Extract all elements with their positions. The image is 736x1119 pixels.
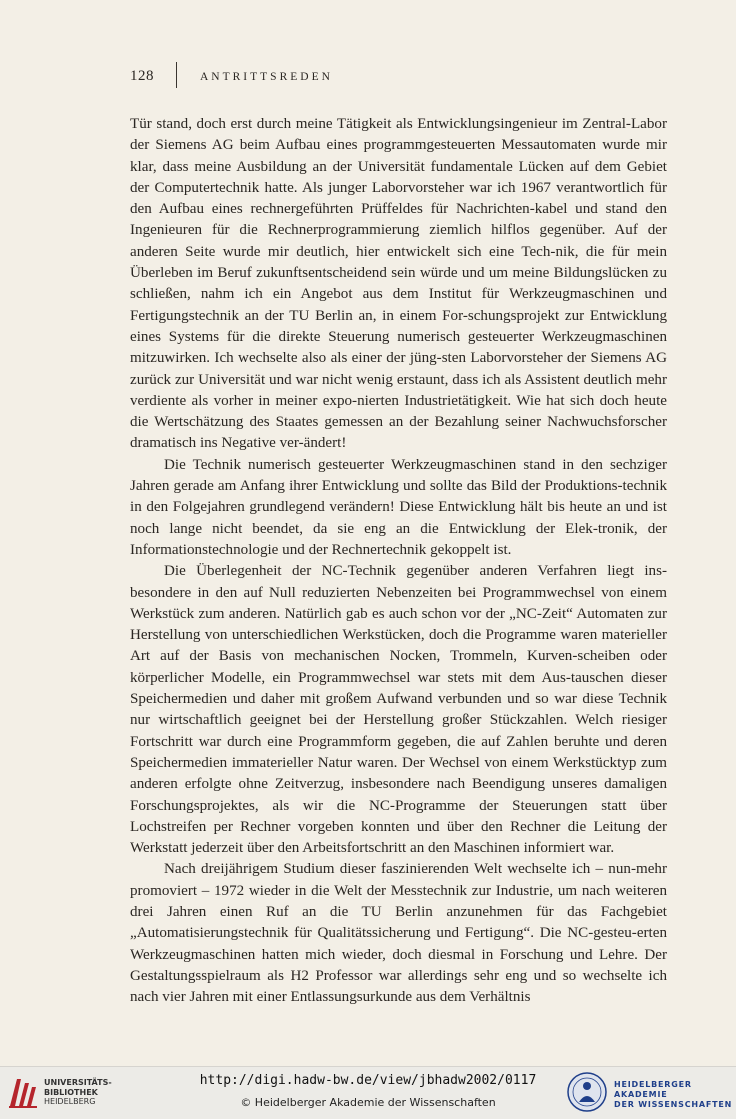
body-text bbox=[130, 114, 667, 1008]
paragraph-4: Nach dreijährigem Studium dieser faszinierenden Welt wechselte ich – nun-mehr promoviert – 1972 wieder in die Welt der Messtechnik zur Industrie, um nach weiteren drei Jahren einen Ruf an die TU Berlin anzunehmen für das Fachgebiet „Automatisierungstechnik für Qualitätssicherung und Fertigung“. Die NC-gesteu-erten Werkzeugmaschinen hatten mich wieder, doch diesmal in Forschung und Lehre. Der Gestaltungsspielraum als H2 Professor war allerdings sehr eng und so wechselte ich nach vier Jahren mit einer Entlassungsurkunde aus dem Verhältnis bbox=[130, 861, 667, 1006]
academy-name-line-1: HEIDELBERGER AKADEMIE bbox=[614, 1080, 692, 1099]
paragraph-3: Die Überlegenheit der NC-Technik gegenüber anderen Verfahren liegt ins-besondere in den auf Null reduzierten Nebenzeiten bei Programmwechsel von einem Werkstück zum anderen. Natürlich gab es auch schon vor der „NC-Zeit“ Automaten zur Herstellung von unterschiedlichen Werkstücken, doch die Programme waren materieller Art auf der Basis von mechanischen Nocken, Trommeln, Kurven-scheiben oder körperlicher Modelle, ein Programmwechsel war stets mit dem Aus-tauschen dieser Speichermedien und daher mit großem Aufwand verbunden und so war diese Technik nur wirtschaftlich geeignet bei der Herstellung großer Stückzahlen. Welch riesiger Fortschritt war durch eine Programmform gegeben, die auf Zahlen beruhte und deren Speichermedien immaterieller Natur waren. Der Wechsel von einem Werkstücktyp zum anderen erfolgte ohne Zeitverzug, insbesondere nach Beendigung unseres damaligen Forschungsprojektes, als wir die NC-Programme der Steuerungen statt über Lochstreifen per Rechner vorgeben konnten und über den Rechner die Leitung der Werkstatt jederzeit über den Arbeitsfortschritt an den Maschinen informiert war. bbox=[130, 563, 667, 857]
library-name-line-3: HEIDELBERG bbox=[44, 1097, 96, 1106]
library-name-line-1: UNIVERSITÄTS- bbox=[44, 1078, 112, 1087]
copyright-notice: © Heidelberger Akademie der Wissenschaften bbox=[240, 1096, 496, 1109]
academy-seal-icon bbox=[567, 1072, 607, 1112]
library-name-line-2: BIBLIOTHEK bbox=[44, 1087, 98, 1097]
footer-bar bbox=[0, 1066, 736, 1119]
paragraph-1: Tür stand, doch erst durch meine Tätigkeit als Entwicklungsingenieur im Zentral-Labor der Siemens AG beim Aufbau eines programmgesteuerten Messautomaten wurde mir klar, dass meine Ausbildung an der Universität fundamentale Lücken auf dem Gebiet der Computertechnik hatte. Als junger Laborvorsteher war ich 1967 verantwortlich für den Aufbau eines rechnergeführten Prüffeldes für Nachrichten-kabel und stand den Ingenieuren für die Rechnerprogrammierung ziemlich hilflos gegenüber. Auf der anderen Seite wurde mir deutlich, hier entwickelt sich eine Tech-nik, die für mein Überleben im Beruf zukunftsentscheidend sein würde und um meine Bildungslücken zu schließen, nahm ich ein Angebot aus dem Institut für Werkzeugmaschinen und Fertigungstechnik an der TU Berlin an, in einem For-schungsprojekt zur Entwicklung eines Systems für die direkte Steuerung numerisch gesteuerter Werkzeugmaschinen mitzuwirken. Ich wechselte also als einer der jüng-sten Laborvorsteher der Siemens AG zurück zur Universität und war nicht wenig erstaunt, dass ich als Assistent deutlich mehr verdiente als vorher in meiner expo-nierten Industrietätigkeit. Wie hat sich doch heute die Wertschätzung des Staates gemessen an der Bezahlung seiner Nachwuchsforscher dramatisch ins Negative ver-ändert! bbox=[130, 116, 667, 452]
permalink-url[interactable]: http://digi.hadw-bw.de/view/jbhadw2002/0117 bbox=[199, 1073, 537, 1088]
academy-name bbox=[614, 1080, 736, 1110]
academy-name-line-2: DER WISSENSCHAFTEN bbox=[614, 1100, 733, 1109]
running-title: ANTRITTSREDEN bbox=[200, 71, 333, 83]
paragraph-2: Die Technik numerisch gesteuerter Werkzeugmaschinen stand in den sechziger Jahren gerade am Anfang ihrer Entwicklung und sollte das Bild der Produktions-technik in den Folgejahren grundlegend verändern! Diese Entwicklung hält bis heute an und ist noch lange nicht beendet, da sie eng an die Entwicklung der Elek-tronik, der Informationstechnologie und der Rechnertechnik gekoppelt ist. bbox=[130, 456, 667, 558]
header-divider bbox=[176, 62, 177, 88]
page-header bbox=[130, 62, 666, 90]
page-number: 128 bbox=[130, 68, 154, 84]
